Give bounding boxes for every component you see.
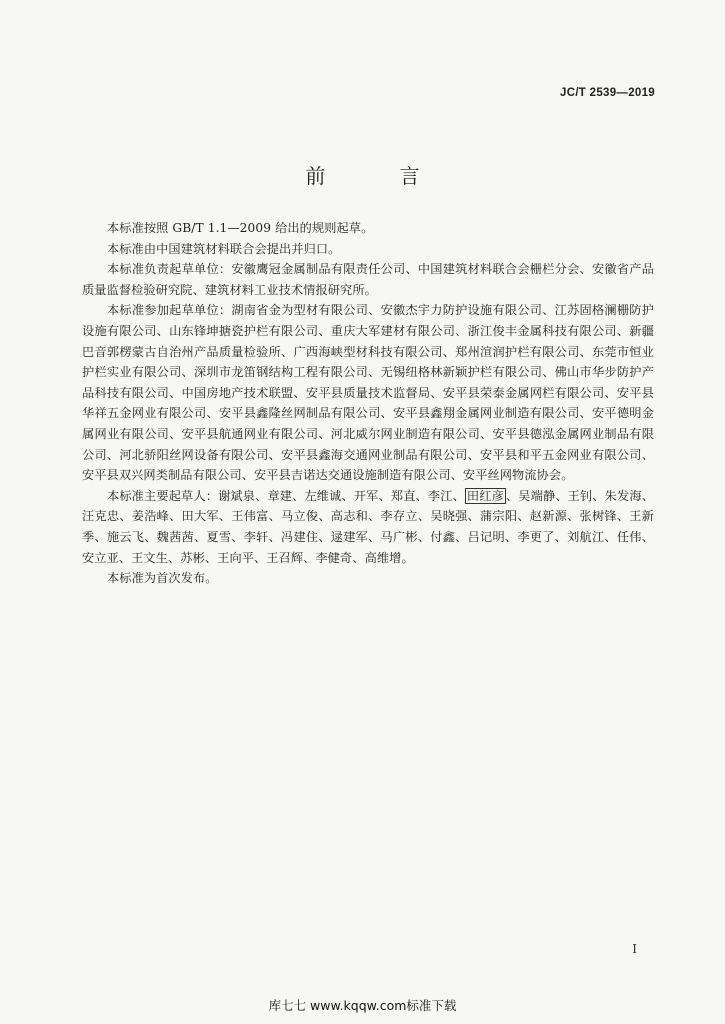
paragraph-participating-drafters: 本标准参加起草单位：湖南省金为型材有限公司、安徽杰宇力防护设施有限公司、江苏固格澜栅防护设施有限公司、山东锋坤搪瓷护栏有限公司、重庆大军建材有限公司、浙江俊丰金属科技有限公司、新疆巴音郭楞蒙古自治州产品质量检验所、广西海峡型材科技有限公司、郑州渲润护栏有限公司、东莞市恒业护栏实业有限公司、深圳市龙笛钢结构工程有限公司、无锡纽格林新颖护栏有限公司、佛山市华步防护产品科技有限公司、中国房地产技术联盟、安平县质量技术监督局、安平县荣泰金属网栏有限公司、安平县华祥五金网业有限公司、安平县鑫隆丝网制品有限公司、安平县鑫翔金属网业制造有限公司、安平德明金属网业有限公司、安平县航通网业有限公司、河北威尔网业制造有限公司、安平县德泓金属网业制品有限公司、河北骄阳丝网设备有限公司、安平县鑫海交通网业制品有限公司、安平县和平五金网业有限公司、安平县双兴网类制品有限公司、安平县吉诺达交通设施制造有限公司、安平丝网物流协会。 [82, 303, 654, 483]
foreword-body [82, 218, 654, 589]
paragraph-drafting-rules: 本标准按照 GB/T 1.1—2009 给出的规则起草。 [107, 221, 374, 235]
page-number: I [632, 942, 637, 956]
main-drafters-part-1: 本标准主要起草人：谢斌泉、章建、左维诚、开军、郑直、李江、 [107, 488, 465, 503]
page-title: 前 言 [305, 164, 454, 188]
paragraph-first-release: 本标准为首次发布。 [107, 571, 218, 586]
highlighted-drafter-name: 田红彦 [466, 488, 504, 503]
standard-code: JC/T 2539—2019 [560, 87, 655, 99]
paragraph-proposer: 本标准由中国建筑材料联合会提出并归口。 [107, 241, 341, 256]
download-watermark: 库七七 www.kqqw.com标准下载 [268, 998, 457, 1013]
paragraph-main-drafters [82, 486, 654, 568]
paragraph-lead-drafters: 本标准负责起草单位：安徽鹰冠金属制品有限责任公司、中国建筑材料联合会栅栏分会、安徽省产品质量监督检验研究院、建筑材料工业技术情报研究所。 [82, 262, 654, 297]
main-drafters-part-2: 、吴端静、王钊、朱发海、汪克忠、姜浩峰、田大军、王伟富、马立俊、高志和、李存立、吴晓强、蒲宗阳、赵新源、张树锋、王新季、施云飞、魏茜茜、夏雪、李轩、冯建住、逯建军、马广彬、付鑫、吕记明、李更了、刘航江、任伟、安立亚、王文生、苏彬、王向平、王召辉、李健奇、高维增。 [82, 488, 654, 565]
